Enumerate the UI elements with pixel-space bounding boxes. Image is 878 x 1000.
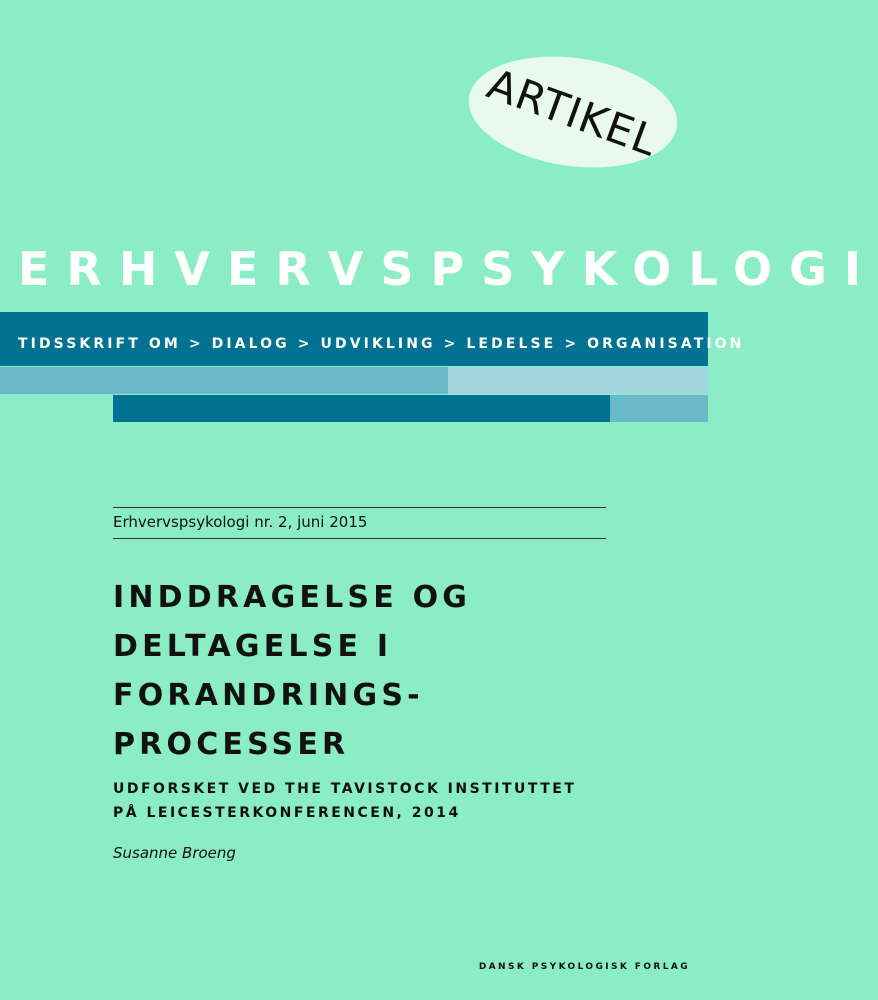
issue-rule-bottom <box>113 538 606 539</box>
decorative-band-end <box>610 395 708 422</box>
article-title-line-4: PROCESSER <box>113 727 350 762</box>
article-subtitle-line-1: UDFORSKET VED THE TAVISTOCK INSTITUTTET <box>113 781 577 797</box>
publisher-name: DANSK PSYKOLOGISK FORLAG <box>478 962 690 972</box>
article-title-line-3: FORANDRINGS- <box>113 678 424 713</box>
article-title-line-1: INDDRAGELSE OG <box>113 580 472 615</box>
issue-rule-top <box>113 507 606 508</box>
journal-tagline: TIDSSKRIFT OM > DIALOG > UDVIKLING > LEDELSE > ORGANISATION <box>18 336 745 352</box>
article-subtitle-line-2: PÅ LEICESTERKONFERENCEN, 2014 <box>113 805 461 821</box>
decorative-band-left <box>0 367 448 394</box>
decorative-band-right <box>448 367 708 394</box>
badge-label: ARTIKEL <box>481 58 665 166</box>
decorative-band-dark <box>113 395 610 422</box>
issue-line: Erhvervspsykologi nr. 2, juni 2015 <box>113 513 368 531</box>
author-name: Susanne Broeng <box>113 844 236 862</box>
journal-title: ERHVERVSPSYKOLOGI <box>18 242 878 296</box>
article-title-line-2: DELTAGELSE I <box>113 629 393 664</box>
artikel-badge <box>462 44 685 180</box>
